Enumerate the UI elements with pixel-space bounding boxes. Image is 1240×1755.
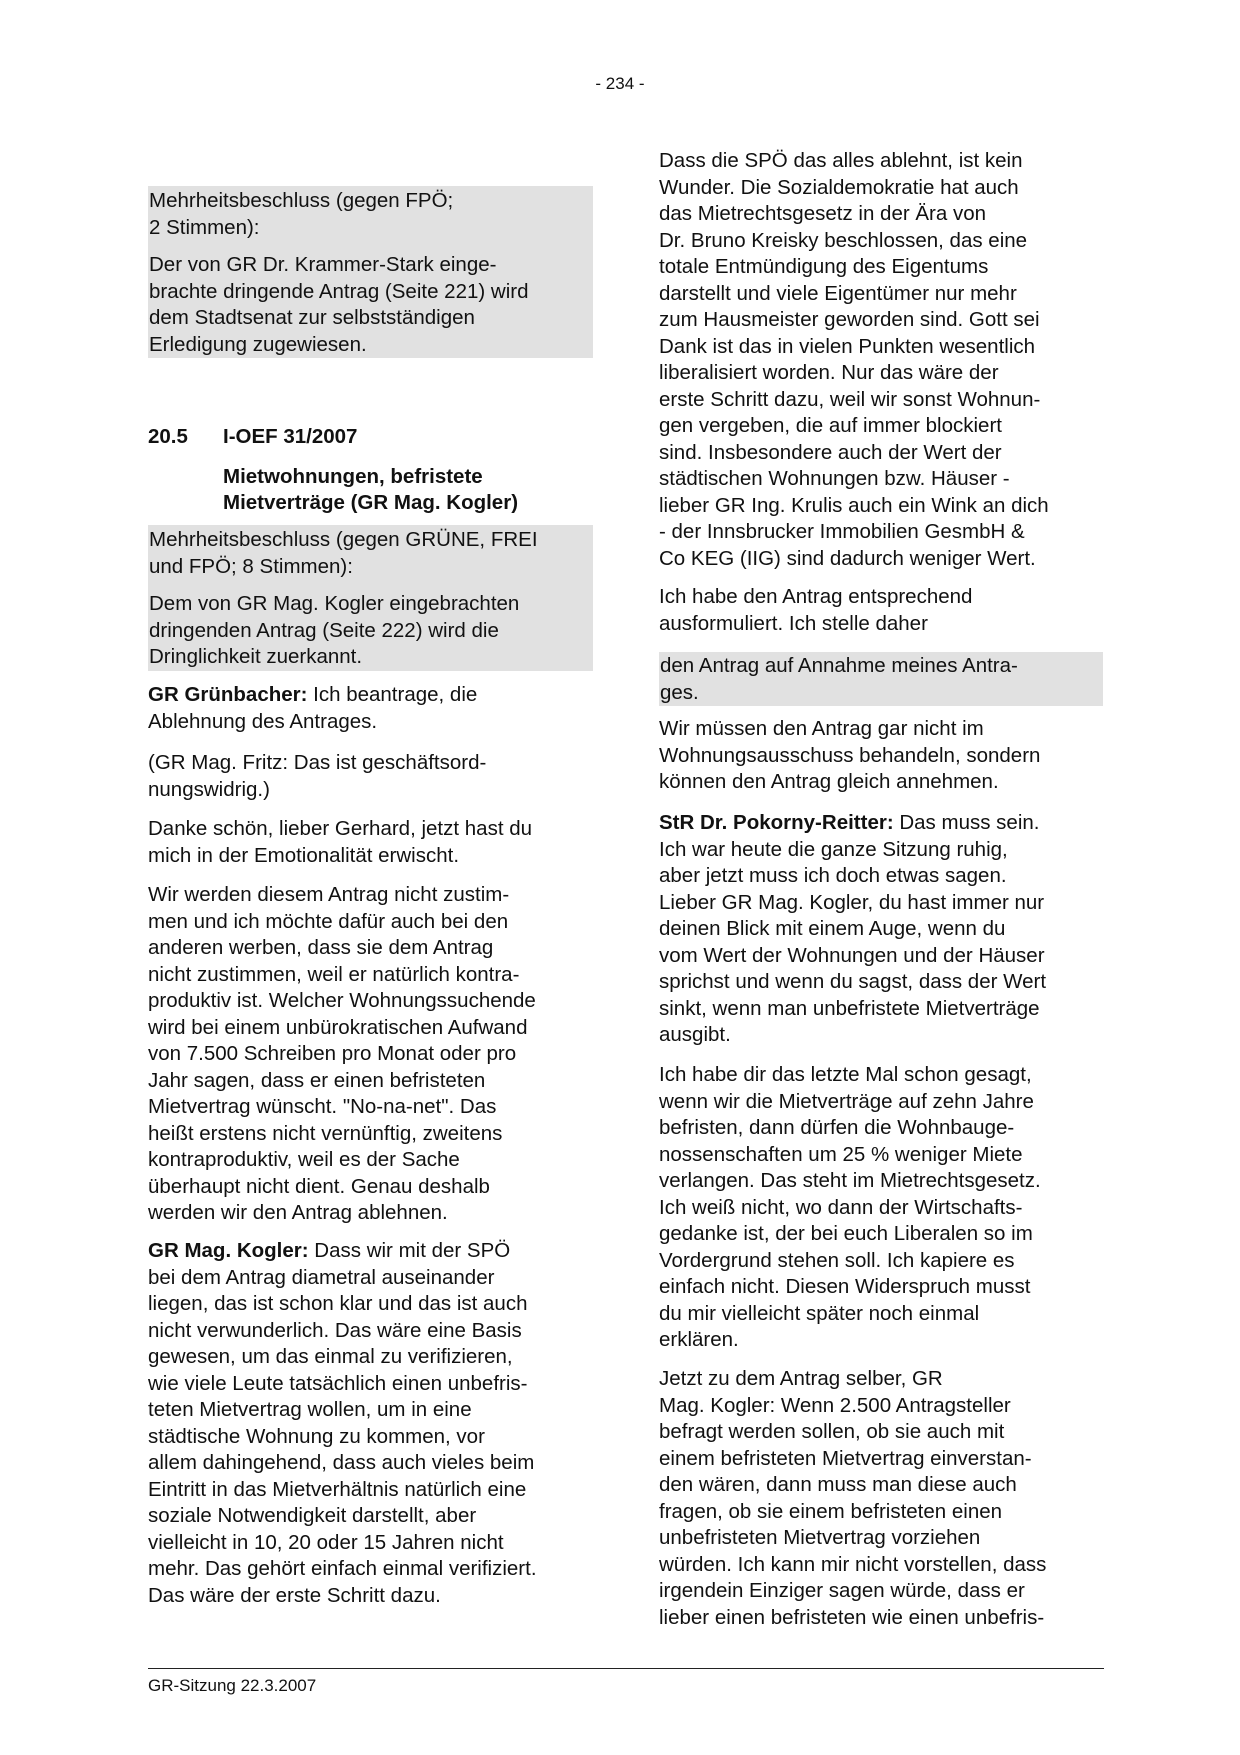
paragraph: Danke schön, lieber Gerhard, jetzt hast du mich in der Emotionalität erwischt. — [148, 817, 533, 867]
paragraph: Wir werden diesem Antrag nicht zustim- men und ich möchte dafür auch bei den anderen werben, dass sie dem Antrag nicht zustimmen, weil er natürlich kontra- produktiv ist. Welcher Wohnungssuchende wird bei einem unbürokratischen Aufwand von 7.500 Schreiben pro Monat oder pro Jahr sagen, dass er einen befristeten Mietvertrag wünscht. "No-na-net". Das heißt erstens nicht vernünftig, zweitens kontraproduktiv, weil es der Sache überhaupt nicht dient. Genau deshalb werden wir den Antrag ablehnen. — [148, 883, 536, 1224]
speech-pokorny-reitter — [659, 810, 1103, 1049]
interjection-fritz: (GR Mag. Fritz: Das ist geschäftsord- nungswidrig.) — [148, 751, 487, 801]
speaker-name: GR Mag. Kogler: — [148, 1239, 309, 1262]
speech-text: Dass wir mit der SPÖ bei dem Antrag diametral auseinander liegen, das ist schon klar und das ist auch nicht verwunderlich. Das wäre eine Basis gewesen, um das einmal zu verifizieren, wie viele Leute tatsächlich einen unbefris- teten Mietvertrag wollen, um in eine städtische Wohnung zu kommen, vor allem dahingehend, dass auch vieles beim Eintritt in das Mietverhältnis natürlich eine soziale Notwendigkeit darstellt, aber vielleicht in 10, 20 oder 15 Jahren nicht mehr. Das gehört einfach einmal verifiziert. Das wäre der erste Schritt dazu. — [148, 1239, 537, 1607]
page-number: - 234 - — [595, 74, 645, 93]
speech-text: Das muss sein. Ich war heute die ganze Sitzung ruhig, aber jetzt muss ich doch etwas sagen. Lieber GR Mag. Kogler, du hast immer nur deinen Blick mit einem Auge, wenn du vom Wert der Wohnungen und der Häuser sprichst und wenn du sagst, dass der Wert sinkt, wenn man unbefristete Mietverträge ausgibt. — [659, 811, 1047, 1046]
agenda-item-title: Mietwohnungen, befristete Mietverträge (GR Mag. Kogler) — [223, 465, 519, 514]
agenda-item-number: 20.5 — [148, 425, 188, 448]
footer-divider — [148, 1668, 1104, 1669]
paragraph: Ich habe den Antrag entsprechend ausformuliert. Ich stelle daher — [659, 585, 973, 635]
agenda-item-code: I-OEF 31/2007 — [223, 425, 358, 448]
resolution-1-majority: Mehrheitsbeschluss (gegen FPÖ; 2 Stimmen): — [149, 189, 454, 239]
resolution-1-text: Der von GR Dr. Krammer-Stark einge- brachte dringende Antrag (Seite 221) wird dem Stadtsenat zur selbstständigen Erledigung zugewiesen. — [149, 253, 529, 356]
motion-text: den Antrag auf Annahme meines Antra- ges. — [660, 654, 1018, 704]
resolution-box-1 — [148, 186, 593, 358]
resolution-2-majority: Mehrheitsbeschluss (gegen GRÜNE, FREI und FPÖ; 8 Stimmen): — [149, 528, 538, 578]
speech-kogler — [148, 1238, 593, 1609]
paragraph: Ich habe dir das letzte Mal schon gesagt, wenn wir die Mietverträge auf zehn Jahre befristen, dann dürfen die Wohnbauge- nossenschaften um 25 % weniger Miete verlangen. Das steht im Mietrechtsgesetz. Ich weiß nicht, wo dann der Wirtschafts- gedanke ist, der bei euch Liberalen so im Vordergrund stehen soll. Ich kapiere es einfach nicht. Diesen Widerspruch musst du mir vielleicht später noch einmal erklären. — [659, 1063, 1041, 1351]
speech-gruenbacher — [148, 682, 593, 735]
paragraph: Dass die SPÖ das alles ablehnt, ist kein Wunder. Die Sozialdemokratie hat auch das Mietrechtsgesetz in der Ära von Dr. Bruno Kreisky beschlossen, das eine totale Entmündigung des Eigentums darstellt und viele Eigentümer nur mehr zum Hausmeister geworden sind. Gott sei Dank ist das in vielen Punkten wesentlich liberalisiert worden. Nur das wäre der erste Schritt dazu, weil wir sonst Wohnun- gen vergeben, die auf immer blockiert sind. Insbesondere auch der Wert der städtischen Wohnungen bzw. Häuser - lieber GR Ing. Krulis auch ein Wink an dich - der Innsbrucker Immobilien GesmbH & Co KEG (IIG) sind dadurch weniger Wert. — [659, 149, 1049, 570]
resolution-2-text: Dem von GR Mag. Kogler eingebrachten dringenden Antrag (Seite 222) wird die Dringlichkeit zuerkannt. — [149, 592, 520, 668]
paragraph: Wir müssen den Antrag gar nicht im Wohnungsausschuss behandeln, sondern können den Antrag gleich annehmen. — [659, 717, 1041, 793]
footer-session-date: GR-Sitzung 22.3.2007 — [148, 1676, 317, 1695]
speaker-name: GR Grünbacher: — [148, 683, 308, 706]
speech-text: Ich beantrage, die Ablehnung des Antrages. — [148, 683, 478, 733]
speaker-name: StR Dr. Pokorny-Reitter: — [659, 811, 894, 834]
paragraph: Jetzt zu dem Antrag selber, GR Mag. Kogler: Wenn 2.500 Antragsteller befragt werden sollen, ob sie auch mit einem befristeten Mietvertrag einverstan- den wären, dann muss man diese auch fragen, ob sie einem befristeten einen unbefristeten Mietvertrag vorziehen würden. Ich kann mir nicht vorstellen, dass irgendein Einziger sagen würde, dass er lieber einen befristeten wie einen unbefris- — [659, 1367, 1047, 1629]
resolution-box-2 — [148, 525, 593, 671]
motion-box — [659, 652, 1103, 706]
